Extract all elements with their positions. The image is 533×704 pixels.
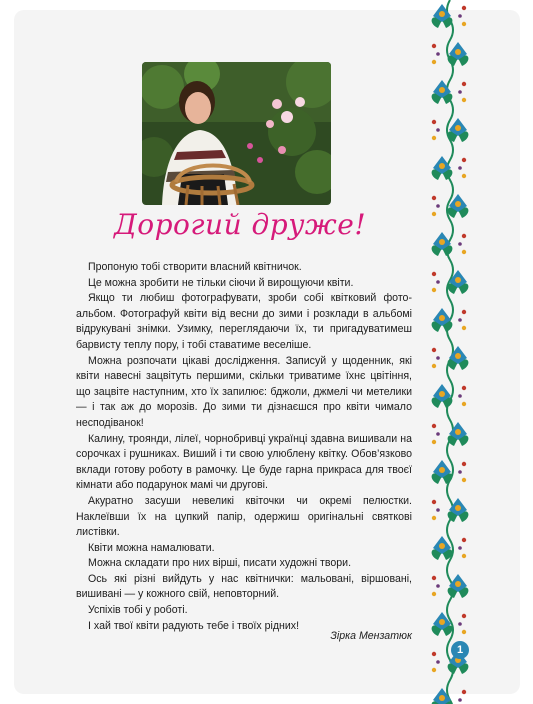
embroidery-flower-motif xyxy=(432,346,469,370)
page-number: 1 xyxy=(451,641,469,659)
paragraph: Можна складати про них вірші, писати художні твори. xyxy=(88,557,352,570)
embroidery-flower-motif xyxy=(432,460,467,484)
paragraph: І хай твої квіти радують тебе і твоїх рідних! xyxy=(88,619,300,632)
embroidery-flower-motif xyxy=(432,232,467,256)
paragraph: Пропоную тобі створити власний квітничок. xyxy=(88,261,302,273)
paragraph: Калину, троянди, лілеї, чорнобривці українці здавна вишивали на сорочках і рушниках. Виший і ти свою улюблену квітку. Обов’язково вклади готову роботу в рамочку. Це буде гарна прикраса для твоєї кімнати або подарунок мамі чи другові. xyxy=(76,432,412,492)
author-signature: Зірка Мензатюк xyxy=(330,630,412,642)
author-photo xyxy=(142,62,331,205)
embroidery-flower-motif xyxy=(432,422,469,446)
embroidery-flower-motif xyxy=(432,384,467,408)
embroidery-flower-motif xyxy=(432,308,467,332)
embroidery-flower-motif xyxy=(432,4,467,28)
embroidery-flower-motif xyxy=(432,270,469,294)
paragraph: Якщо ти любиш фотографувати, зроби собі квітковий фотоальбом. Фотографуй квіти від весни до зими і розклади в альбомі відрукувані знімки. Узимку, переглядаючи їх, ти пригадуватимеш барвисту теплу пору, і тобі ставатиме веселіше. xyxy=(76,292,412,351)
embroidery-floral-border-icon xyxy=(420,0,480,704)
paragraph: Акуратно засуши невеликі квіточки чи окремі пелюстки. Наклеївши їх на цупкий папір, одержиш оригінальні святкові листівки. xyxy=(76,494,412,539)
paragraph: Квіти можна намалювати. xyxy=(88,541,215,554)
author-photo-image xyxy=(142,62,331,205)
paragraph: Ось які різні вийдуть у нас квітнички: мальовані, віршовані, вишивані — у кожного свій, неповторний. xyxy=(76,572,412,601)
greeting-heading: Дорогий друже! xyxy=(114,208,367,241)
embroidery-flower-motif xyxy=(432,42,469,66)
embroidery-flower-motif xyxy=(432,574,469,598)
embroidery-flower-motif xyxy=(432,156,467,180)
paragraph: Успіхів тобі у роботі. xyxy=(88,604,188,617)
paragraph: Це можна зробити не тільки сіючи й вирощуючи квіти. xyxy=(88,276,354,289)
letter-body xyxy=(76,260,412,634)
paragraph: Можна розпочати цікаві дослідження. Записуй у щоденник, які квіти навесні зацвітуть першими, скільки триватиме їхнє цвітіння, що зацвіте наступним, хто їх запилює: бджоли, джмелі чи метелики — і так аж до морозів. До зими ти дізнаєшся про квіти чимало несподіванок! xyxy=(76,354,412,429)
embroidery-flower-motif xyxy=(432,194,469,218)
